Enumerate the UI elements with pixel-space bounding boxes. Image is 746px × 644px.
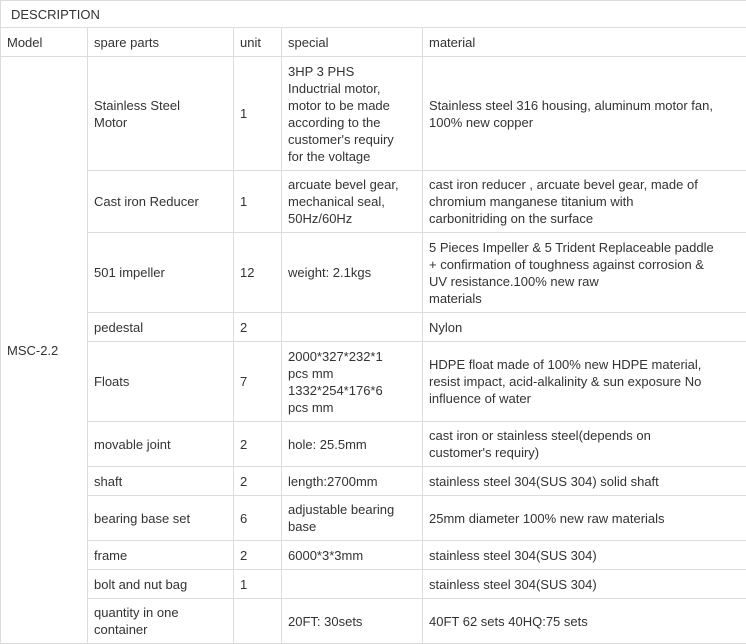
header-row: [1, 28, 746, 57]
spare-part-cell: Floats: [88, 342, 234, 422]
header-material: material: [423, 28, 746, 57]
material-cell: 5 Pieces Impeller & 5 Trident Replaceable paddle + confirmation of toughness against corrosion & UV resistance.100% new raw materials: [423, 233, 746, 313]
table-row: [1, 233, 746, 313]
spare-part-cell: Cast iron Reducer: [88, 171, 234, 233]
spare-part-cell: pedestal: [88, 313, 234, 342]
header-unit: unit: [234, 28, 282, 57]
special-cell: length:2700mm: [282, 467, 423, 496]
table-row: [1, 342, 746, 422]
spare-part-cell: quantity in one container: [88, 599, 234, 644]
material-cell: Nylon: [423, 313, 746, 342]
special-cell: 3HP 3 PHS Inductrial motor, motor to be made according to the customer's requiry for the voltage: [282, 57, 423, 171]
spare-part-cell: bearing base set: [88, 496, 234, 541]
header-model: Model: [1, 28, 88, 57]
unit-cell: 6: [234, 496, 282, 541]
material-cell: 25mm diameter 100% new raw materials: [423, 496, 746, 541]
material-cell: stainless steel 304(SUS 304): [423, 570, 746, 599]
table-row: [1, 570, 746, 599]
table-row: [1, 57, 746, 171]
material-cell: cast iron or stainless steel(depends on customer's requiry): [423, 422, 746, 467]
table-row: [1, 541, 746, 570]
unit-cell: [234, 599, 282, 644]
unit-cell: 1: [234, 570, 282, 599]
model-cell: MSC-2.2: [1, 57, 88, 644]
material-cell: 40FT 62 sets 40HQ:75 sets: [423, 599, 746, 644]
table-row: [1, 599, 746, 644]
unit-cell: 2: [234, 541, 282, 570]
unit-cell: 7: [234, 342, 282, 422]
special-cell: arcuate bevel gear, mechanical seal, 50Hz/60Hz: [282, 171, 423, 233]
special-cell: [282, 313, 423, 342]
spare-part-cell: bolt and nut bag: [88, 570, 234, 599]
material-cell: stainless steel 304(SUS 304): [423, 541, 746, 570]
material-cell: HDPE float made of 100% new HDPE material, resist impact, acid-alkalinity & sun exposure No influence of water: [423, 342, 746, 422]
spare-part-cell: frame: [88, 541, 234, 570]
unit-cell: 1: [234, 57, 282, 171]
header-spare-parts: spare parts: [88, 28, 234, 57]
table-row: [1, 467, 746, 496]
special-cell: 2000*327*232*1 pcs mm 1332*254*176*6 pcs mm: [282, 342, 423, 422]
special-cell: hole: 25.5mm: [282, 422, 423, 467]
table-row: [1, 313, 746, 342]
material-cell: cast iron reducer , arcuate bevel gear, made of chromium manganese titanium with carbonitriding on the surface: [423, 171, 746, 233]
unit-cell: 2: [234, 422, 282, 467]
special-cell: 20FT: 30sets: [282, 599, 423, 644]
unit-cell: 12: [234, 233, 282, 313]
unit-cell: 2: [234, 313, 282, 342]
special-cell: weight: 2.1kgs: [282, 233, 423, 313]
header-special: special: [282, 28, 423, 57]
table-title: DESCRIPTION: [1, 1, 746, 28]
spare-part-cell: movable joint: [88, 422, 234, 467]
unit-cell: 2: [234, 467, 282, 496]
special-cell: adjustable bearing base: [282, 496, 423, 541]
material-cell: Stainless steel 316 housing, aluminum motor fan, 100% new copper: [423, 57, 746, 171]
special-cell: 6000*3*3mm: [282, 541, 423, 570]
spare-part-cell: 501 impeller: [88, 233, 234, 313]
spare-part-cell: Stainless Steel Motor: [88, 57, 234, 171]
title-row: [1, 1, 746, 28]
table-row: [1, 171, 746, 233]
table-row: [1, 422, 746, 467]
table-row: [1, 496, 746, 541]
material-cell: stainless steel 304(SUS 304) solid shaft: [423, 467, 746, 496]
spare-part-cell: shaft: [88, 467, 234, 496]
special-cell: [282, 570, 423, 599]
unit-cell: 1: [234, 171, 282, 233]
